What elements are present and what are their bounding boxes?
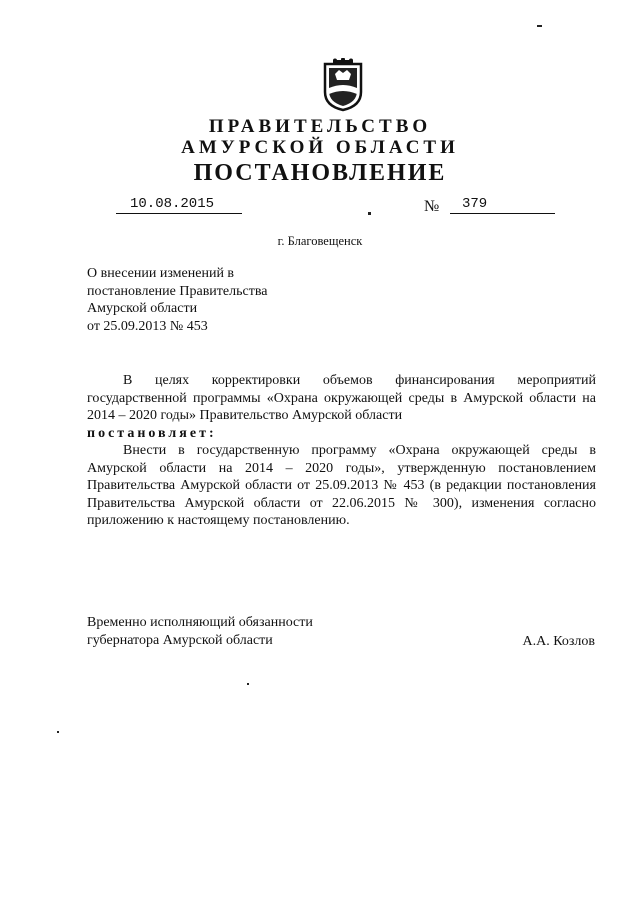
subject-line: Амурской области — [87, 301, 198, 316]
number-sign: № — [424, 198, 440, 215]
subject-line: постановление Правительства — [87, 283, 268, 299]
region-title: АМУРСКОЙ ОБЛАСТИ — [181, 137, 459, 158]
scan-speck — [247, 683, 249, 685]
city-line: г. Благовещенск — [277, 234, 363, 248]
signatory-position — [87, 614, 313, 650]
subject-line: О внесении изменений в — [87, 266, 235, 281]
document-date: 10.08.2015 — [116, 196, 242, 214]
clause-paragraph: Внести в государственную программу «Охрана окружающей среды в Амурской области на 2014 – 2020 годы», утвержденную постановлением Правительства Амурской области от 25.09.2013 № 453 (в редакции постановления Правительства Амурской области от 22.06.2015 № 300), изменения согласно приложению к настоящему постановлению. — [87, 443, 596, 528]
document-body — [87, 372, 596, 530]
resolves-word: постановляет: — [87, 425, 217, 441]
subject-block — [87, 265, 267, 335]
subject-line: от 25.09.2013 № 453 — [87, 318, 208, 334]
signatory-name: А.А. Козлов — [522, 634, 595, 649]
scan-speck — [368, 212, 371, 215]
position-line: губернатора Амурской области — [87, 633, 273, 648]
coat-of-arms-icon — [321, 58, 365, 112]
preamble-paragraph: В целях корректировки объемов финансирования мероприятий государственной программы «Охрана окружающей среды в Амурской области на 2014 – 2020 годы» Правительство Амурской области — [87, 373, 596, 423]
government-title: ПРАВИТЕЛЬСТВО — [208, 116, 432, 137]
scan-speck — [537, 25, 542, 27]
document-number: 379 — [450, 196, 555, 214]
scan-speck — [57, 731, 59, 733]
position-line: Временно исполняющий обязанности — [87, 615, 313, 630]
document-type-title: ПОСТАНОВЛЕНИЕ — [193, 160, 447, 186]
